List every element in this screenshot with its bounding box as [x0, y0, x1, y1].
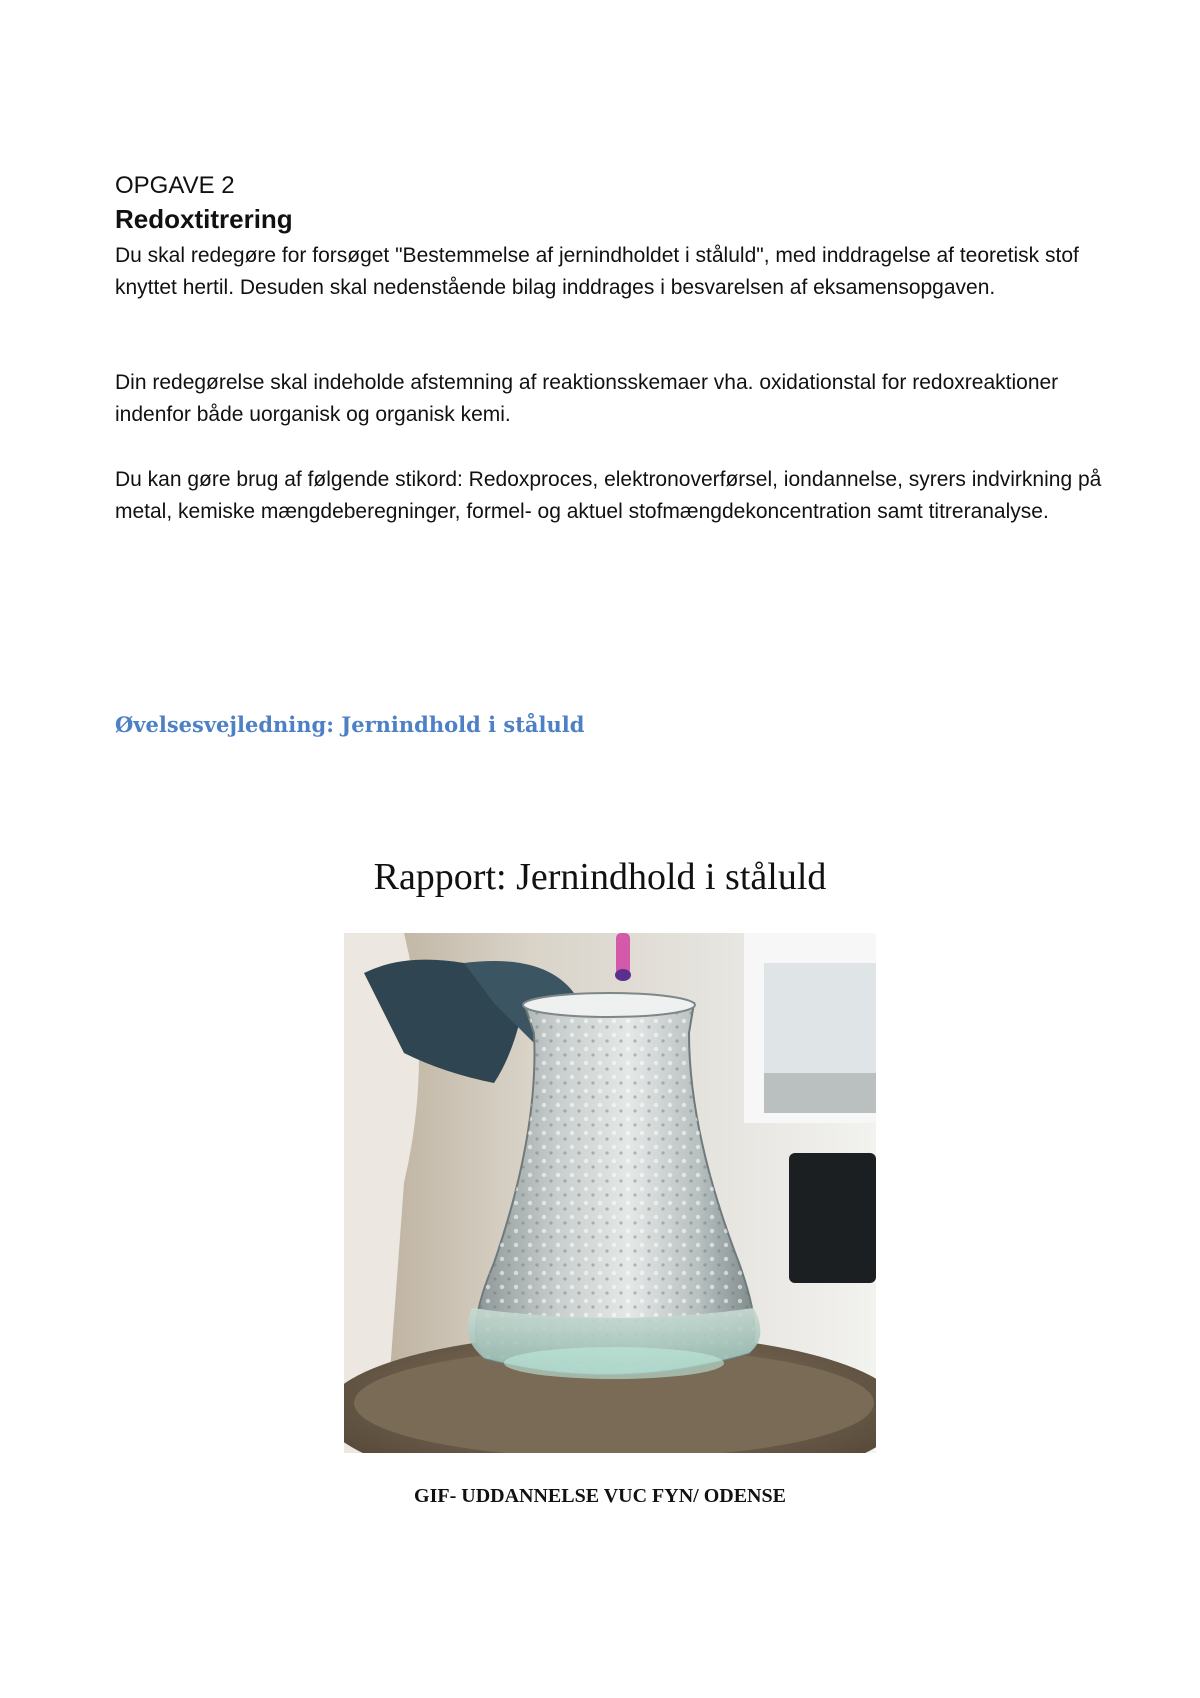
task-paragraph-3: Du kan gøre brug af følgende stikord: Redoxproces, elektronoverførsel, iondannelse, syrers indvirkning på metal, kemiske mængdeberegninger, formel- og aktuel stofmængdekoncentration samt titreranalyse.: [115, 468, 1102, 523]
task-paragraph-2: Din redegørelse skal indeholde afstemning af reaktionsskemaer vha. oxidationstal for redoxreaktioner indenfor både uorganisk og organisk kemi.: [115, 371, 1059, 426]
report-footer-caption: GIF- UDDANNELSE VUC FYN/ ODENSE: [414, 1485, 786, 1507]
task-label: OPGAVE 2: [115, 172, 235, 199]
task-title: Redoxtitrering: [115, 204, 293, 234]
task-paragraph-1: Du skal redegøre for forsøget "Bestemmelse af jernindholdet i ståluld", med inddragelse af teoretisk stof knyttet hertil. Desuden skal nedenstående bilag inddrages i besvarelsen af eksamensopgaven.: [115, 244, 1079, 299]
erlenmeyer-flask-photo: [344, 933, 876, 1453]
report-title: Rapport: Jernindhold i ståluld: [373, 856, 827, 898]
exercise-guide-heading: Øvelsesvejledning: Jernindhold i ståluld: [115, 712, 585, 737]
